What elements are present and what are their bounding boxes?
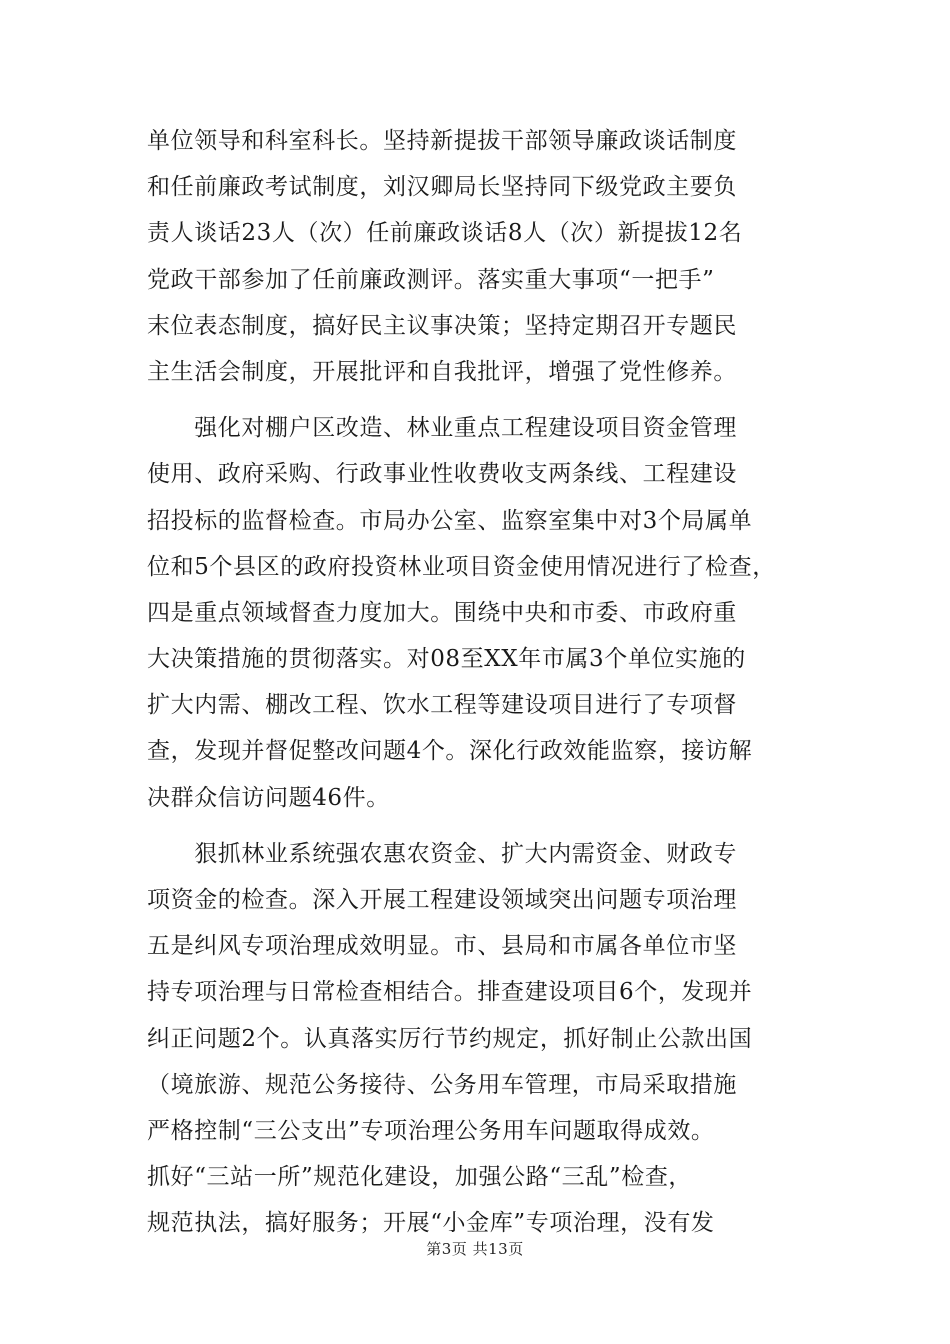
- page-number-footer: 第3页 共13页: [426, 1240, 524, 1258]
- text-line: 五是纠风专项治理成效明显。市、县局和市属各单位市坚: [147, 933, 737, 960]
- text-line: 狠抓林业系统强农惠农资金、扩大内需资金、财政专: [147, 840, 737, 867]
- text-line: 严格控制“三公支出”专项治理公务用车问题取得成效。: [147, 1117, 715, 1144]
- text-line: 招投标的监督检查。市局办公室、监察室集中对3个局属单: [147, 507, 753, 534]
- paragraph-3: [147, 831, 807, 1247]
- text-line: 规范执法，搞好服务；开展“小金库”专项治理，没有发: [147, 1210, 715, 1237]
- text-line: 强化对棚户区改造、林业重点工程建设项目资金管理: [147, 415, 737, 442]
- text-line: 党政干部参加了任前廉政测评。落实重大事项“一把手”: [147, 266, 715, 293]
- text-line: 责人谈话23人（次）任前廉政谈话8人（次）新提拔12名: [147, 220, 743, 247]
- paragraph-gap: [147, 395, 807, 405]
- text-line: 主生活会制度，开展批评和自我批评，增强了党性修养。: [147, 358, 737, 385]
- text-line: 大决策措施的贯彻落实。对08至XX年市属3个单位实施的: [147, 646, 746, 673]
- paragraph-2: [147, 405, 807, 821]
- paragraph-gap: [147, 821, 807, 831]
- body-text: [147, 118, 807, 1247]
- text-line: 使用、政府采购、行政事业性收费收支两条线、工程建设: [147, 461, 737, 488]
- text-line: 扩大内需、棚改工程、饮水工程等建设项目进行了专项督: [147, 692, 737, 719]
- text-line: 决群众信访问题46件。: [147, 784, 390, 811]
- text-line: 末位表态制度，搞好民主议事决策；坚持定期召开专题民: [147, 312, 737, 339]
- text-line: 四是重点领域督查力度加大。围绕中央和市委、市政府重: [147, 599, 737, 626]
- text-line: （境旅游、规范公务接待、公务用车管理，市局采取措施: [147, 1071, 737, 1098]
- text-line: 项资金的检查。深入开展工程建设领域突出问题专项治理: [147, 887, 737, 913]
- text-line: 纠正问题2个。认真落实厉行节约规定，抓好制止公款出国: [147, 1025, 753, 1052]
- text-line: 持专项治理与日常检查相结合。排查建设项目6个，发现并: [147, 979, 753, 1006]
- text-line: 和任前廉政考试制度，刘汉卿局长坚持同下级党政主要负: [147, 174, 737, 201]
- text-line: 抓好“三站一所”规范化建设，加强公路“三乱”检查，: [147, 1164, 693, 1191]
- paragraph-1: [147, 118, 807, 395]
- text-line: 位和5个县区的政府投资林业项目资金使用情况进行了检查，: [147, 553, 776, 580]
- text-line: 单位领导和科室科长。坚持新提拔干部领导廉政谈话制度: [147, 128, 737, 154]
- text-line: 查，发现并督促整改问题4个。深化行政效能监察，接访解: [147, 738, 753, 765]
